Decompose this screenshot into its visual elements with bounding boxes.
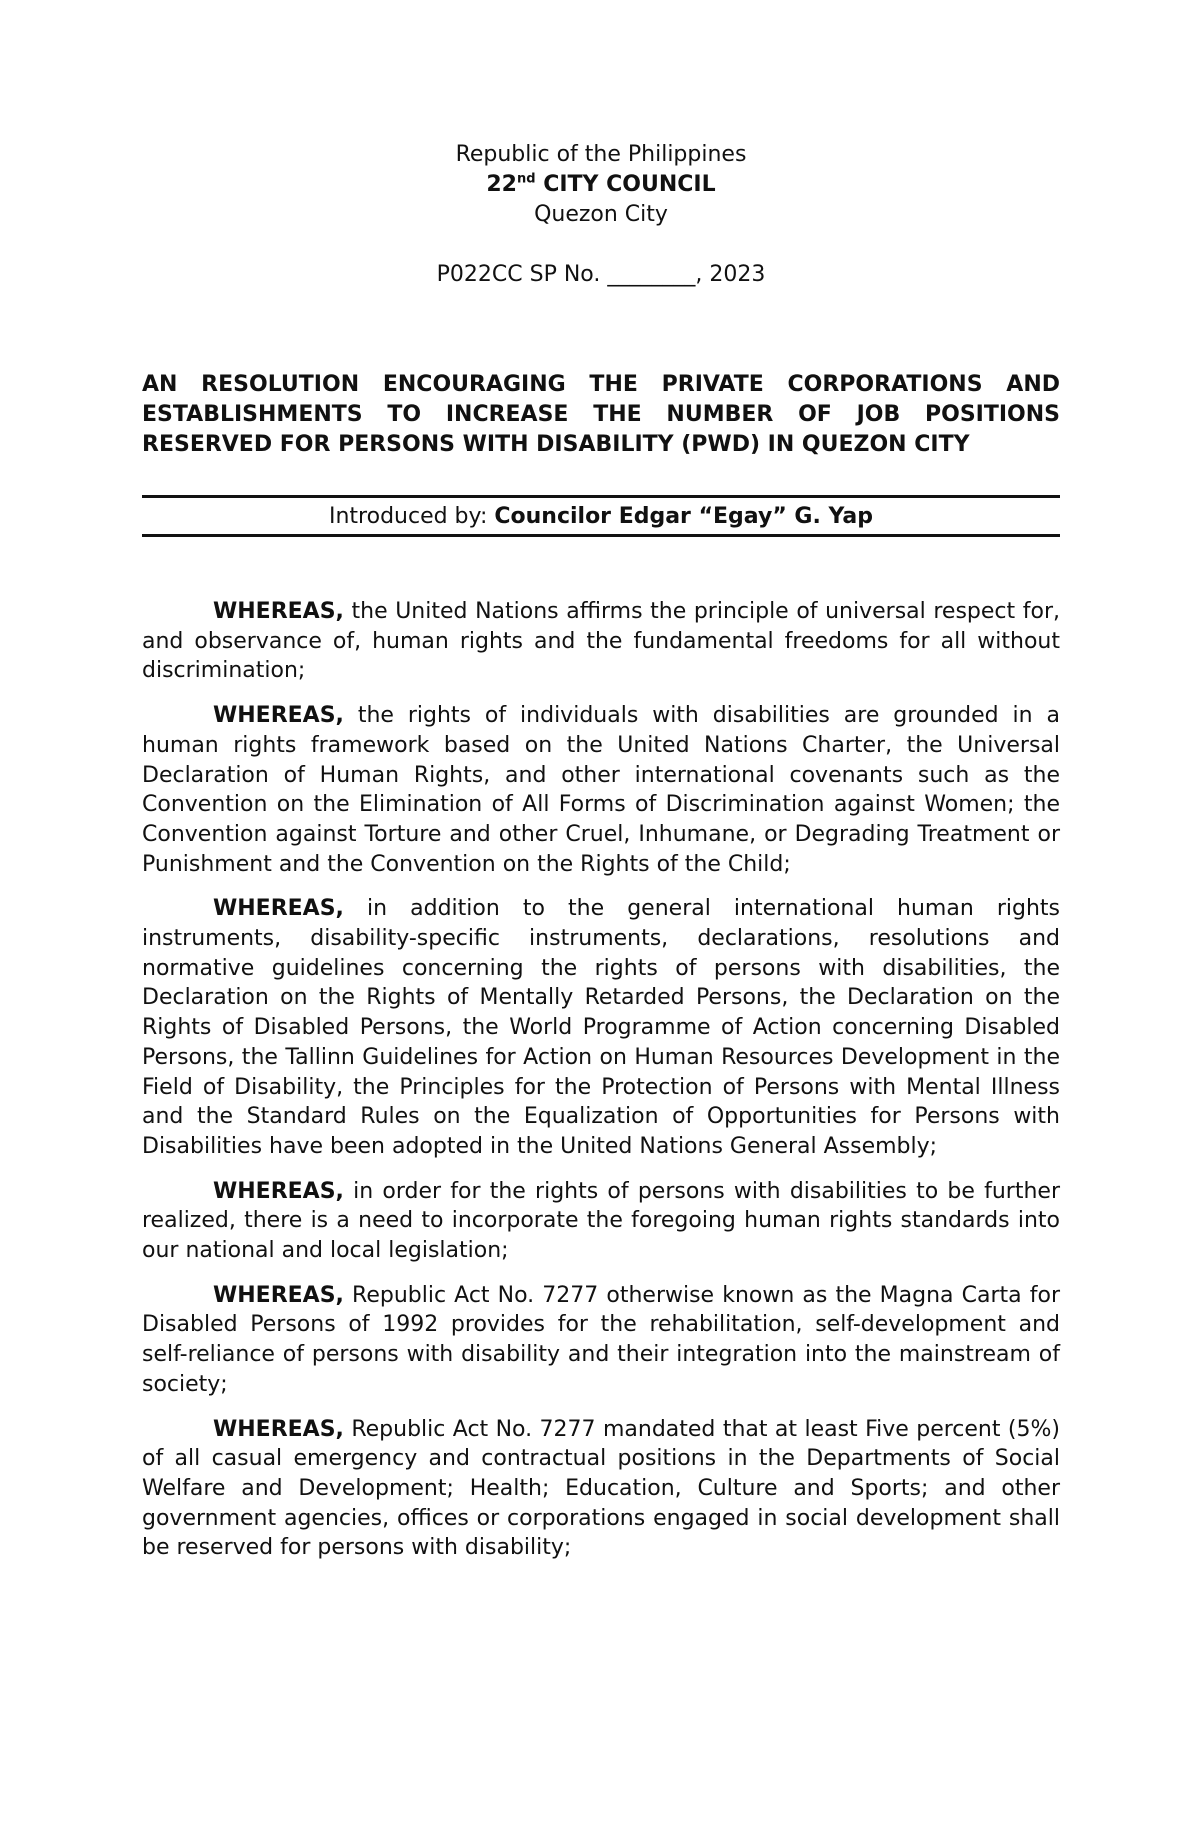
city-line: Quezon City xyxy=(534,202,668,227)
sp-number-line xyxy=(142,260,1060,290)
whereas-text: the rights of individuals with disabilities are grounded in a human rights framework based on the United Nations Charter, the Universal Declaration of Human Rights, and other international covenants such as the Convention on the Elimination of All Forms of Discrimination against Women; the Convention against Torture and other Cruel, Inhumane, or Degrading Treatment or Punishment and the Convention on the Rights of the Child; xyxy=(142,703,1060,877)
whereas-keyword: WHEREAS, xyxy=(213,703,344,729)
document-header xyxy=(142,140,1060,230)
whereas-text: Republic Act No. 7277 mandated that at least Five percent (5%) of all casual emergency and contractual positions in the Departments of Social Welfare and Development; Health; Education, Culture and Sports; and other government agencies, offices or corporations engaged in social development shall be reserved for persons with disability; xyxy=(142,1416,1060,1561)
introduced-by-label: Introduced by: xyxy=(328,504,495,529)
council-line xyxy=(142,170,1060,200)
whereas-clause xyxy=(142,1415,1060,1564)
whereas-clause xyxy=(142,1177,1060,1266)
document-page xyxy=(142,140,1060,1578)
introducer-name: Councilor Edgar “Egay” G. Yap xyxy=(494,504,874,529)
council-suffix: nd xyxy=(517,171,536,187)
whereas-clause xyxy=(142,597,1060,686)
introduced-by-block xyxy=(142,495,1060,537)
whereas-clauses xyxy=(142,597,1060,1563)
sp-number-year: , 2023 xyxy=(695,262,766,287)
whereas-keyword: WHEREAS, xyxy=(213,1178,344,1204)
whereas-text: in addition to the general international human rights instruments, disability-specific instruments, declarations, resolutions and normative guidelines concerning the rights of persons with disabilities, the Declaration on the Rights of Mentally Retarded Persons, the Declaration on the Rights of Disabled Persons, the World Programme of Action concerning Disabled Persons, the Tallinn Guidelines for Action on Human Resources Development in the Field of Disability, the Principles for the Protection of Persons with Mental Illness and the Standard Rules on the Equalization of Opportunities for Persons with Disabilities have been adopted in the United Nations General Assembly; xyxy=(142,896,1060,1159)
whereas-keyword: WHEREAS, xyxy=(213,1282,344,1308)
whereas-keyword: WHEREAS, xyxy=(213,896,344,922)
whereas-keyword: WHEREAS, xyxy=(213,599,344,624)
council-number: 22 xyxy=(486,172,517,197)
whereas-clause xyxy=(142,1281,1060,1400)
whereas-clause xyxy=(142,701,1060,879)
sp-number-blank: ________ xyxy=(607,262,696,287)
whereas-clause xyxy=(142,894,1060,1161)
whereas-text: in order for the rights of persons with disabilities to be further realized, there is a need to incorporate the foregoing human rights standards into our national and local legislation; xyxy=(142,1178,1060,1264)
republic-line: Republic of the Philippines xyxy=(455,142,747,167)
resolution-title: AN RESOLUTION ENCOURAGING THE PRIVATE CORPORATIONS AND ESTABLISHMENTS TO INCREASE THE NUMBER OF JOB POSITIONS RESERVED FOR PERSONS WITH DISABILITY (PWD) IN QUEZON CITY xyxy=(142,372,1060,457)
sp-number-prefix: P022CC SP No. xyxy=(436,262,608,287)
whereas-text: Republic Act No. 7277 otherwise known as the Magna Carta for Disabled Persons of 1992 provides for the rehabilitation, self-development and self-reliance of persons with disability and their integration into the mainstream of society; xyxy=(142,1282,1060,1397)
council-label: CITY COUNCIL xyxy=(535,172,716,197)
whereas-keyword: WHEREAS, xyxy=(213,1416,344,1442)
whereas-text: the United Nations affirms the principle of universal respect for, and observance of, human rights and the fundamental freedoms for all without discrimination; xyxy=(142,599,1060,684)
